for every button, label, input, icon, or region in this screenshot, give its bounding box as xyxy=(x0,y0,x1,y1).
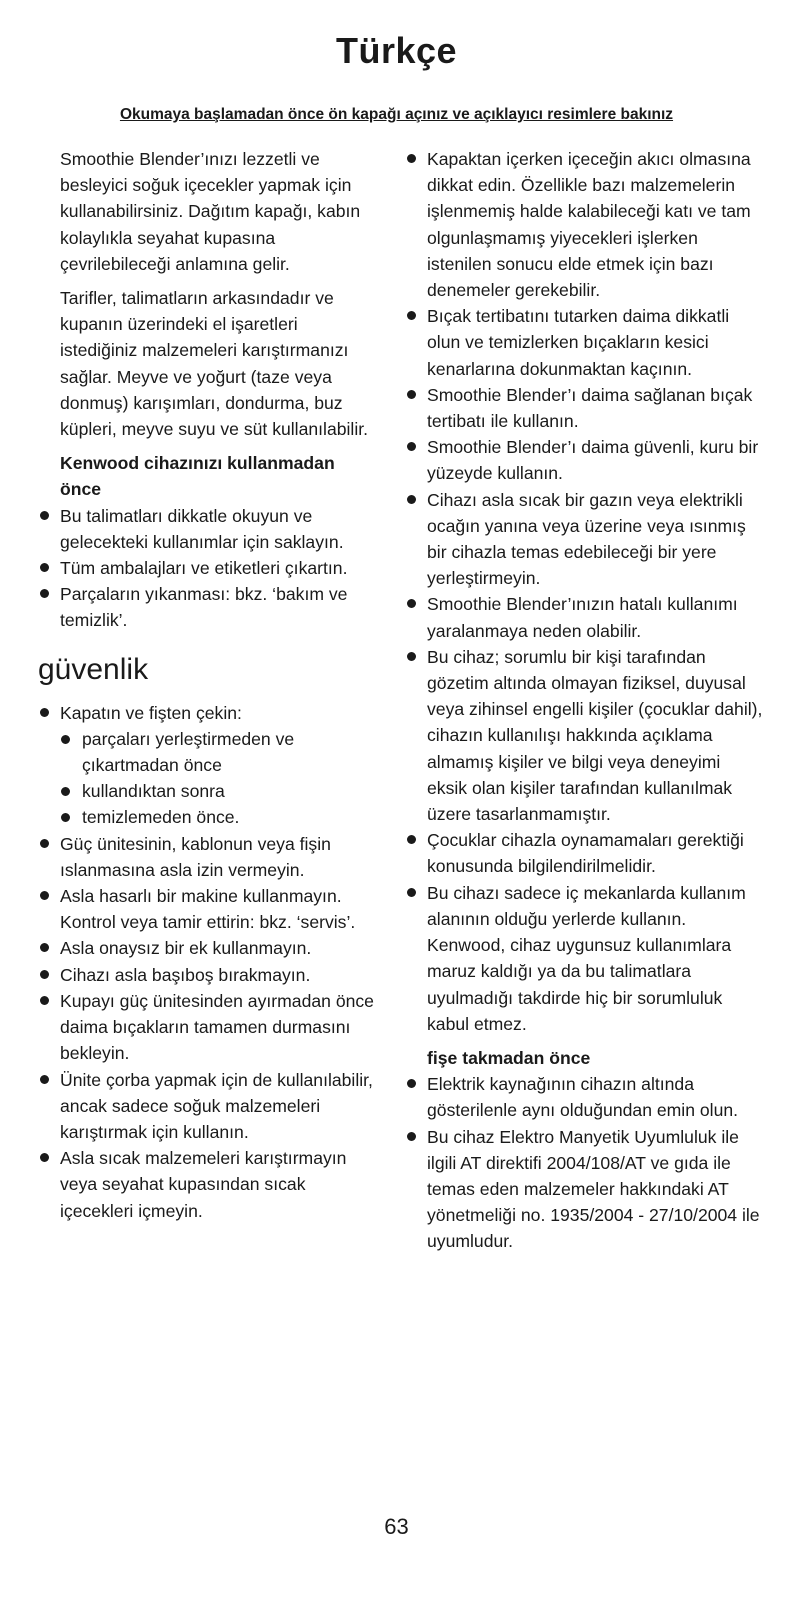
page-title: Türkçe xyxy=(335,30,458,71)
list-item: Kupayı güç ünitesinden ayırmadan önce daima bıçakların tamamen durmasını bekleyin. xyxy=(38,988,378,1067)
sub-list-item: parçaları yerleştirmeden ve çıkartmadan önce xyxy=(60,726,378,778)
list-item: Güç ünitesinin, kablonun veya fişin ıslanmasına asla izin vermeyin. xyxy=(38,831,378,883)
list-item: Cihazı asla sıcak bir gazın veya elektrikli ocağın yanına veya üzerine veya ısınmış bir cihazla temas edebileceği bir yere yerleştirmeyin. xyxy=(405,487,765,592)
unplug-sublist xyxy=(60,726,378,831)
list-item: Bıçak tertibatını tutarken daima dikkatli olun ve temizlerken bıçakların kesici kenarlarına dokunmaktan kaçının. xyxy=(405,303,765,382)
list-item: Elektrik kaynağının cihazın altında gösterilenle aynı olduğundan emin olun. xyxy=(405,1071,765,1123)
sub-list-item: temizlemeden önce. xyxy=(60,804,378,830)
list-item: Cihazı asla başıboş bırakmayın. xyxy=(38,962,378,988)
list-item: Smoothie Blender’ı daima sağlanan bıçak tertibatı ile kullanın. xyxy=(405,382,765,434)
list-item: Smoothie Blender’ınızın hatalı kullanımı yaralanmaya neden olabilir. xyxy=(405,591,765,643)
page-subtitle: Okumaya başlamadan önce ön kapağı açınız ve açıklayıcı resimlere bakınız xyxy=(119,106,674,123)
before-plugging-heading: fişe takmadan önce xyxy=(427,1047,591,1068)
sub-list-item: kullandıktan sonra xyxy=(60,778,378,804)
list-item: Asla sıcak malzemeleri karıştırmayın veya seyahat kupasından sıcak içecekleri içmeyin. xyxy=(38,1145,378,1224)
list-item: Smoothie Blender’ı daima güvenli, kuru bir yüzeyde kullanın. xyxy=(405,434,765,486)
list-item: Bu cihaz Elektro Manyetik Uyumluluk ile ilgili AT direktifi 2004/108/AT ve gıda ile temas eden malzemeler hakkındaki AT yönetmeliği no. 1935/2004 - 27/10/2004 ile uyumludur. xyxy=(405,1124,765,1255)
list-item: Bu cihaz; sorumlu bir kişi tarafından gözetim altında olmayan fiziksel, duyusal veya zihinsel engelli kişiler (çocuklar dahil), cihazın kullanılışı hakkında açıklama almamış kişiler ve bilgi veya deneyimi eksik olan kişiler tarafından kullanılmak üzere tasarlanmamıştır. xyxy=(405,644,765,827)
unplug-label: Kapatın ve fişten çekin: xyxy=(60,702,242,723)
page-number: 63 xyxy=(384,1514,409,1539)
safety-list xyxy=(38,700,378,1224)
list-item: Tüm ambalajları ve etiketleri çıkartın. xyxy=(38,555,378,581)
before-plugging-list xyxy=(405,1071,765,1254)
list-item: Asla onaysız bir ek kullanmayın. xyxy=(38,935,378,961)
right-column xyxy=(405,146,765,1255)
list-item: Asla hasarlı bir makine kullanmayın. Kontrol veya tamir ettirin: bkz. ‘servis’. xyxy=(38,883,378,935)
before-use-list xyxy=(38,503,378,634)
list-item: Ünite çorba yapmak için de kullanılabilir, ancak sadece soğuk malzemeleri karıştırmak için kullanın. xyxy=(38,1067,378,1146)
intro-paragraph: Tarifler, talimatların arkasındadır ve kupanın üzerindeki el işaretleri istediğiniz malzemeleri karıştırmanızı sağlar. Meyve ve yoğurt (taze veya donmuş) karışımları, dondurma, buz küpleri, meyve suyu ve süt kullanılabilir. xyxy=(60,288,369,440)
list-item xyxy=(38,700,378,831)
before-use-heading: Kenwood cihazınızı kullanmadan önce xyxy=(60,453,335,500)
list-item: Bu talimatları dikkatle okuyun ve gelecekteki kullanımlar için saklayın. xyxy=(38,503,378,555)
safety-heading: güvenlik xyxy=(38,652,149,686)
list-item: Kapaktan içerken içeceğin akıcı olmasına dikkat edin. Özellikle bazı malzemelerin işlenmemiş halde kalabileceği katı ve tam olgunlaşmamış yiyecekleri işlerken istenilen sonucu elde etmek için bazı denemeler gerekebilir. xyxy=(405,146,765,303)
list-item: Çocuklar cihazla oynamamaları gerektiği konusunda bilgilendirilmelidir. xyxy=(405,827,765,879)
list-item: Bu cihazı sadece iç mekanlarda kullanım alanının olduğu yerlerde kullanın. Kenwood, cihaz uygunsuz kullanımlara maruz kaldığı ya da bu talimatlara uyulmadığı takdirde hiç bir sorumluluk kabul etmez. xyxy=(405,880,765,1037)
intro-paragraph: Smoothie Blender’ınızı lezzetli ve besleyici soğuk içecekler yapmak için kullanabilirsiniz. Dağıtım kapağı, kabın kolaylıkla seyahat kupasına çevrilebileceği anlamına gelir. xyxy=(60,149,361,274)
list-item: Parçaların yıkanması: bkz. ‘bakım ve temizlik’. xyxy=(38,581,378,633)
safety-list-continued xyxy=(405,146,765,1037)
left-column xyxy=(38,146,378,1224)
